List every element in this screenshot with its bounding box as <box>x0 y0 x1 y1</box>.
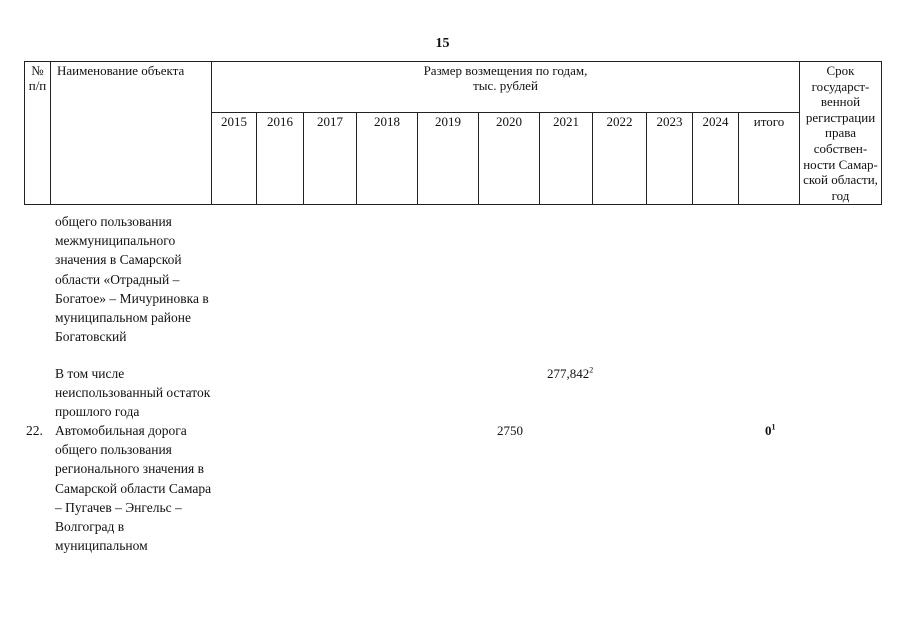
header-year-2015: 2015 <box>212 113 257 205</box>
header-year-2019: 2019 <box>418 113 479 205</box>
header-num-col: № п/п <box>25 62 51 205</box>
row-num: 22. <box>26 423 43 438</box>
page-number: 15 <box>435 36 450 51</box>
header-year-2021: 2021 <box>540 113 593 205</box>
header-year-2020: 2020 <box>479 113 540 205</box>
footnote-mark: 2 <box>589 365 594 375</box>
footnote-mark: 1 <box>771 422 776 432</box>
header-year-2017: 2017 <box>304 113 357 205</box>
header-name-col: Наименование объекта <box>51 62 212 205</box>
header-total: итого <box>739 113 800 205</box>
header-amount-title: Размер возмещения по годам, <box>423 63 588 78</box>
header-amount-group <box>212 62 800 113</box>
header-amount-unit: тыс. рублей <box>473 78 538 93</box>
value-2021-number: 277,842 <box>547 366 590 381</box>
row-name: В том числе неиспользованный остаток прошлого года <box>55 366 211 420</box>
header-year-2018: 2018 <box>357 113 418 205</box>
header-srok-col: Срок государст-венной регистрации права собствен-ности Самар-ской области, год <box>800 62 882 205</box>
row-name: Автомобильная дорога общего пользования регионального значения в Самарской области Самара – Пугачев – Энгельс – Волгоград в муниципальном <box>55 423 212 554</box>
header-year-2022: 2022 <box>593 113 647 205</box>
header-year-2023: 2023 <box>647 113 693 205</box>
row-name: общего пользования межмуниципального значения в Самарской области «Отрадный – Богатое» – Мичуриновка в муниципальном районе Богатовский <box>55 214 209 345</box>
value-2020: 2750 <box>497 423 523 438</box>
header-year-2016: 2016 <box>257 113 304 205</box>
value-2021 <box>547 364 593 383</box>
header-year-2024: 2024 <box>693 113 739 205</box>
header-table <box>24 61 882 205</box>
total-value <box>765 421 776 440</box>
total-number: 0 <box>765 423 772 438</box>
